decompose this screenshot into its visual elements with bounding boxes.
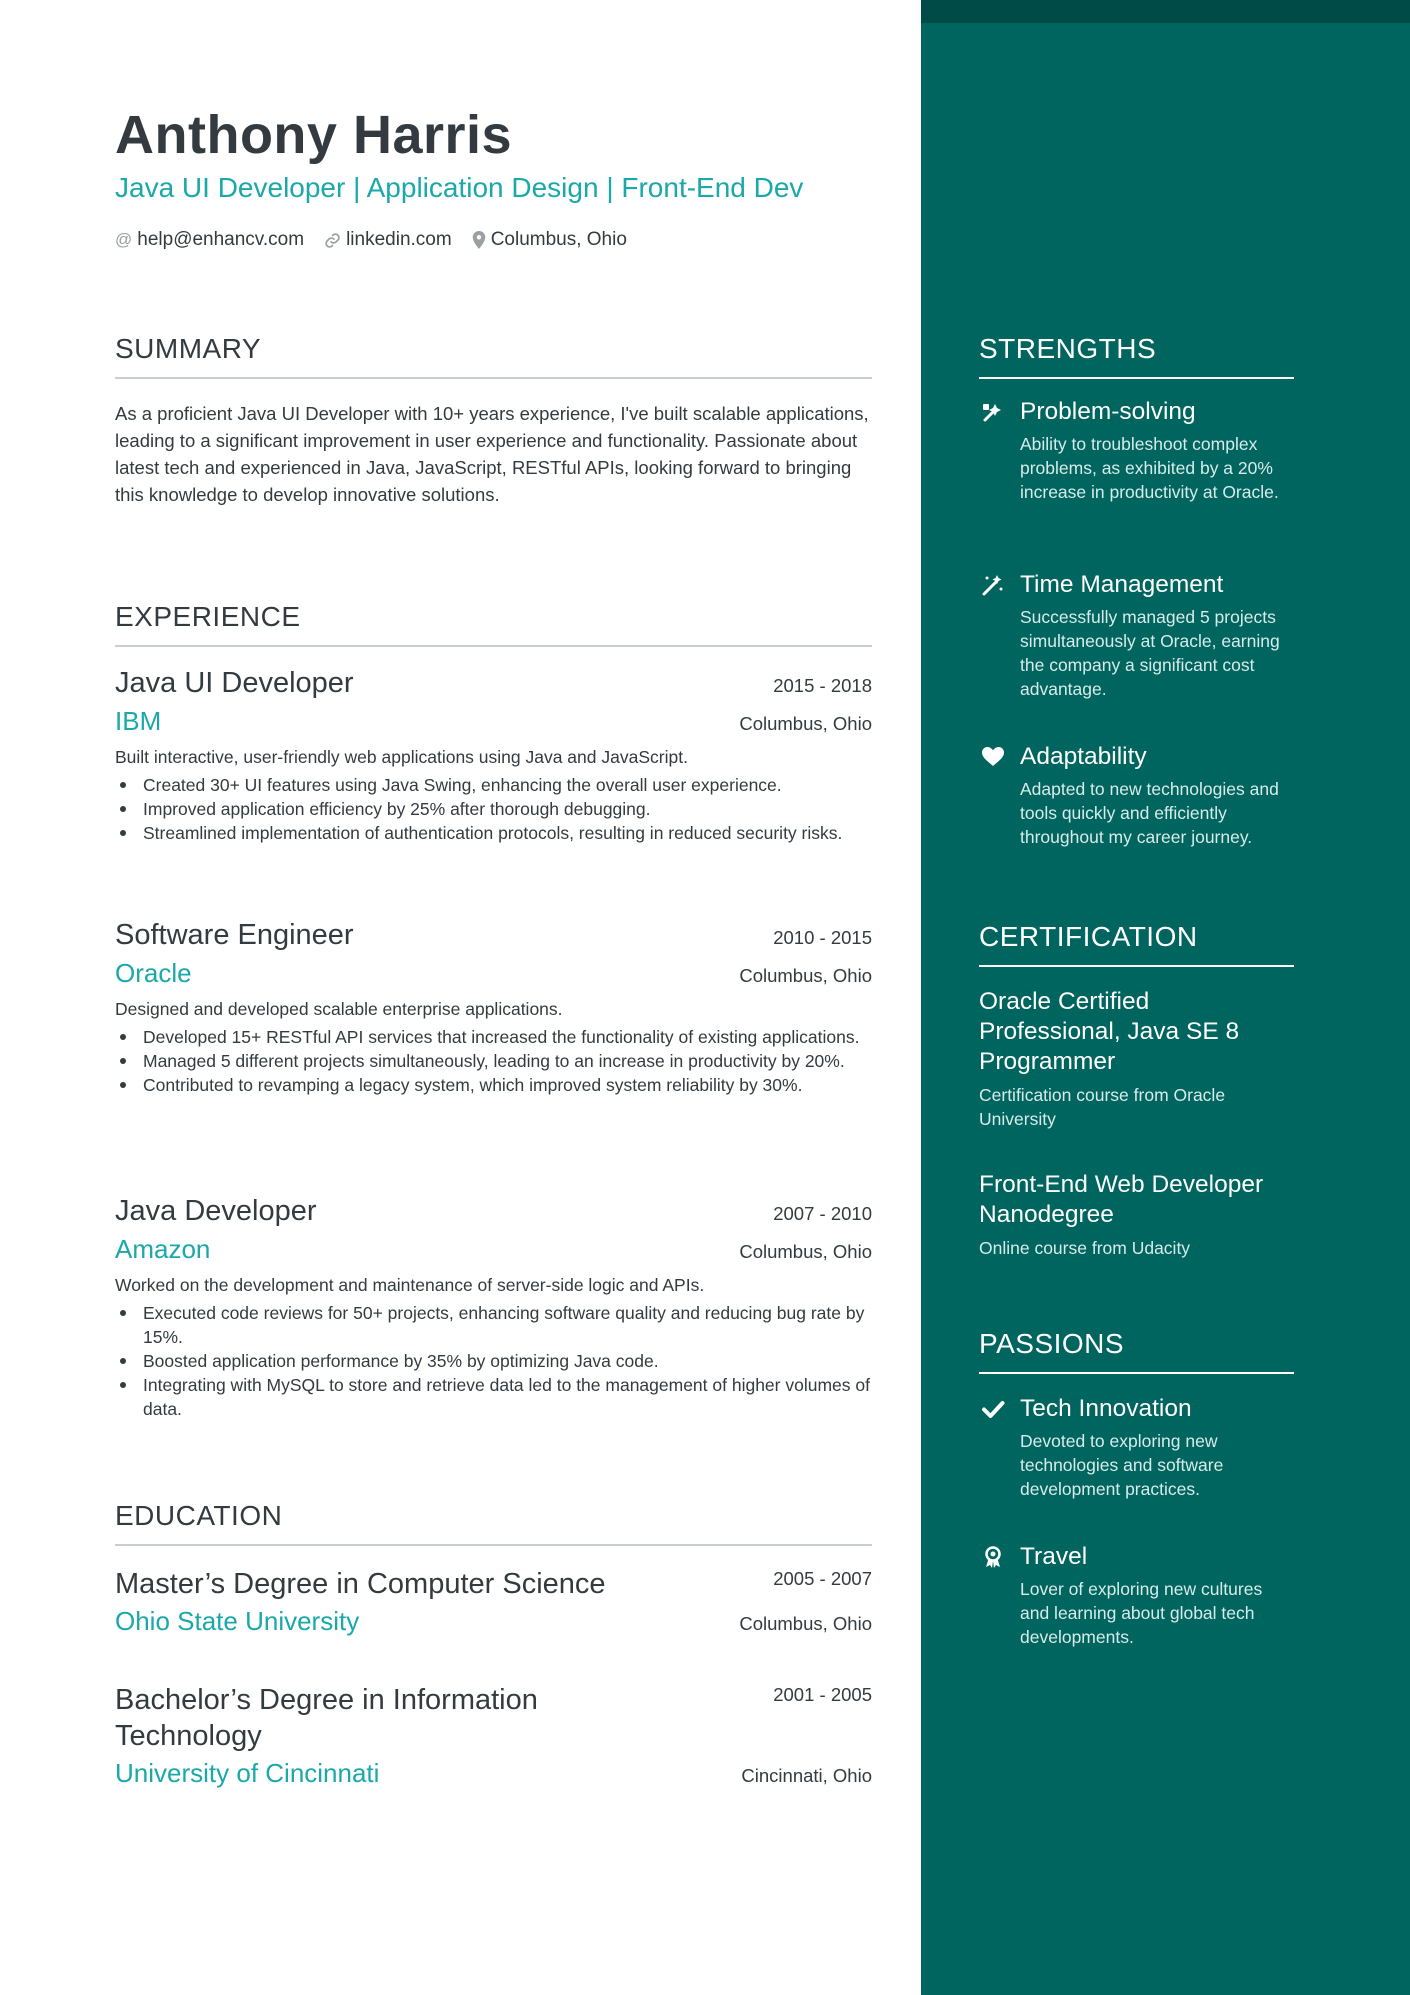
job-description: Designed and developed scalable enterprise applications. [115, 999, 563, 1019]
strengths-heading: STRENGTHS [979, 333, 1294, 379]
job-bullet: Streamlined implementation of authentication protocols, resulting in reduced security risks. [115, 821, 872, 845]
job-bullet: Created 30+ UI features using Java Swing, enhancing the overall user experience. [115, 773, 872, 797]
strength-item [979, 743, 1294, 849]
passion-item [979, 1395, 1294, 1501]
certification-title: Oracle Certified Professional, Java SE 8 Programmer [979, 988, 1240, 1075]
job-dates: 2010 - 2015 [773, 927, 872, 948]
job-description: Built interactive, user-friendly web applications using Java and JavaScript. [115, 747, 688, 767]
job-dates: 2015 - 2018 [773, 675, 872, 696]
job-description: Worked on the development and maintenance of server-side logic and APIs. [115, 1275, 705, 1295]
candidate-name: Anthony Harris [115, 105, 513, 165]
education-heading: EDUCATION [115, 1500, 872, 1546]
education-degree: Bachelor’s Degree in Information Technology [115, 1684, 538, 1752]
education-location: Columbus, Ohio [739, 1613, 872, 1634]
education-dates: 2005 - 2007 [773, 1568, 872, 1589]
job-title: Java UI Developer [115, 667, 354, 699]
strength-title: Adaptability [1020, 743, 1147, 770]
certification-description: Online course from Udacity [979, 1238, 1191, 1258]
job-company: IBM [115, 706, 162, 736]
passions-heading: PASSIONS [979, 1328, 1294, 1374]
education-entry [115, 1566, 872, 1637]
job-bullet: Improved application efficiency by 25% after thorough debugging. [115, 797, 872, 821]
passion-description: Lover of exploring new cultures and learning about global tech developments. [1020, 1579, 1263, 1647]
strength-item [979, 398, 1294, 504]
job-bullets [115, 1301, 872, 1421]
at-sign-icon: @ [115, 230, 133, 249]
summary-text: As a proficient Java UI Developer with 10+ years experience, I've built scalable applications, leading to a significant improvement in user experience and functionality. Passionate about latest tech and experienced in Java, JavaScript, RESTful APIs, looking forward to bringing this knowledge to develop innovative solutions. [115, 403, 869, 505]
strength-title: Problem-solving [1020, 398, 1196, 425]
job-bullet: Contributed to revamping a legacy system, which improved system reliability by 30%. [115, 1073, 872, 1097]
job-location: Columbus, Ohio [739, 965, 872, 986]
job-bullet: Executed code reviews for 50+ projects, enhancing software quality and reducing bug rate by 15%. [115, 1301, 872, 1349]
strength-description: Successfully managed 5 projects simultaneously at Oracle, earning the company a significant cost advantage. [1020, 607, 1280, 699]
contact-location [472, 229, 627, 251]
candidate-tagline: Java UI Developer | Application Design | Front-End Dev [115, 172, 804, 203]
map-pin-icon [472, 231, 486, 249]
location-text: Columbus, Ohio [490, 229, 627, 250]
experience-heading: EXPERIENCE [115, 601, 872, 647]
strength-title: Time Management [1020, 571, 1224, 598]
linkedin-text: linkedin.com [346, 229, 452, 250]
contact-linkedin[interactable] [324, 229, 452, 251]
contact-email[interactable] [115, 229, 304, 251]
contact-bar [115, 229, 627, 251]
link-icon [324, 232, 341, 249]
job-bullet: Boosted application performance by 35% by optimizing Java code. [115, 1349, 872, 1373]
job-bullet: Managed 5 different projects simultaneously, leading to an increase in productivity by 20%. [115, 1049, 872, 1073]
checkmark-icon [979, 1396, 1006, 1423]
education-entry [115, 1682, 872, 1789]
passion-title: Tech Innovation [1020, 1395, 1192, 1422]
job-dates: 2007 - 2010 [773, 1203, 872, 1224]
sidebar-top-band [921, 0, 1410, 23]
strength-item [979, 571, 1294, 701]
award-medal-icon [979, 1544, 1006, 1571]
certification-title: Front-End Web Developer Nanodegree [979, 1171, 1264, 1228]
summary-heading: SUMMARY [115, 333, 872, 379]
job-bullets [115, 1025, 872, 1097]
magic-wand-icon [979, 572, 1006, 599]
job-bullet: Developed 15+ RESTful API services that increased the functionality of existing applications. [115, 1025, 872, 1049]
education-dates: 2001 - 2005 [773, 1684, 872, 1705]
job-entry [115, 667, 872, 845]
certification-description: Certification course from Oracle University [979, 1085, 1226, 1129]
puzzle-wand-icon [979, 399, 1006, 426]
job-entry [115, 919, 872, 1097]
education-degree: Master’s Degree in Computer Science [115, 1568, 606, 1600]
certification-item [979, 987, 1294, 1131]
strength-description: Ability to troubleshoot complex problems, as exhibited by a 20% increase in productivity at Oracle. [1020, 434, 1279, 502]
education-school: University of Cincinnati [115, 1758, 380, 1788]
education-school: Ohio State University [115, 1606, 360, 1636]
job-title: Java Developer [115, 1195, 317, 1227]
job-title: Software Engineer [115, 919, 354, 951]
passion-description: Devoted to exploring new technologies and software development practices. [1020, 1431, 1224, 1499]
job-entry [115, 1195, 872, 1421]
email-text: help@enhancv.com [137, 229, 305, 250]
job-company: Oracle [115, 958, 192, 988]
certification-item [979, 1170, 1294, 1260]
job-bullets [115, 773, 872, 845]
job-location: Columbus, Ohio [739, 1241, 872, 1262]
strength-description: Adapted to new technologies and tools quickly and efficiently throughout my career journey. [1020, 779, 1279, 847]
passion-item [979, 1543, 1294, 1649]
education-location: Cincinnati, Ohio [741, 1765, 872, 1786]
job-company: Amazon [115, 1234, 211, 1264]
job-bullet: Integrating with MySQL to store and retrieve data led to the management of higher volumes of data. [115, 1373, 872, 1421]
job-location: Columbus, Ohio [739, 713, 872, 734]
certification-heading: CERTIFICATION [979, 921, 1294, 967]
passion-title: Travel [1020, 1543, 1088, 1570]
heart-icon [979, 744, 1006, 771]
